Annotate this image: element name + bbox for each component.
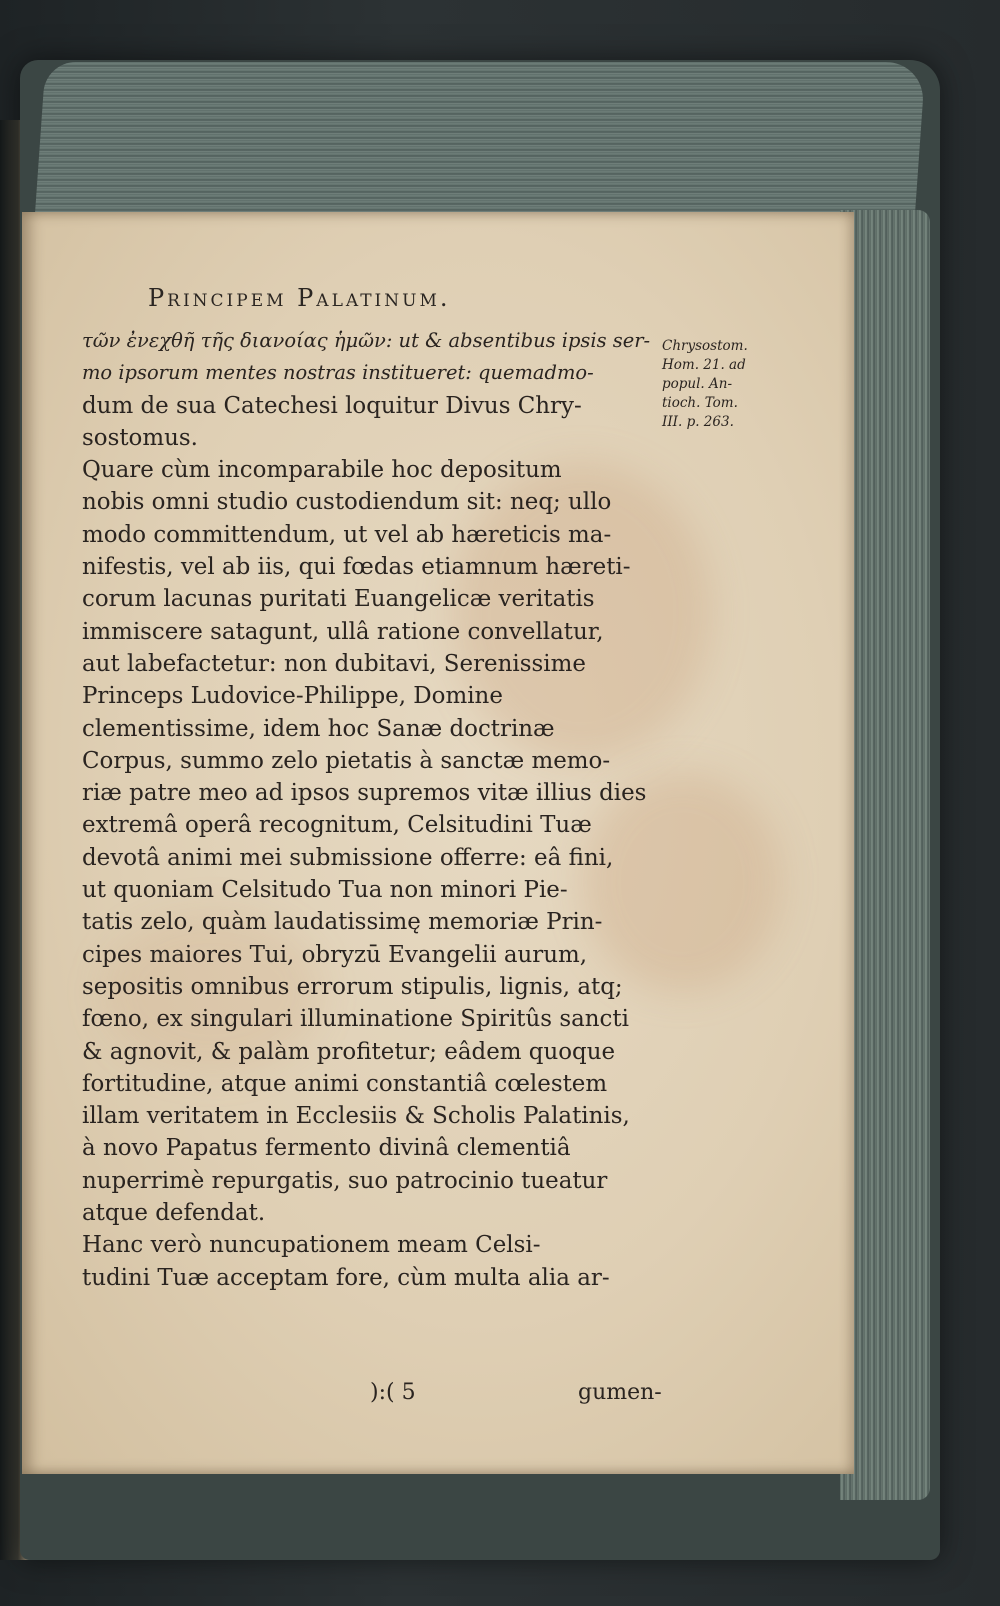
- margin-note-line: Hom. 21. ad: [662, 357, 746, 373]
- text-line: immiscere satagunt, ullâ ratione convellatur,: [82, 618, 604, 645]
- text-line: sepositis omnibus errorum stipulis, lignis, atq;: [82, 973, 623, 1000]
- margin-note-line: popul. An-: [662, 376, 733, 392]
- text-line: dum de sua Catechesi loquitur Divus Chry-: [82, 392, 582, 419]
- text-line: nuperrimè repurgatis, suo patrocinio tueatur: [82, 1167, 608, 1194]
- text-line: tatis zelo, quàm laudatissimę memoriæ Prin-: [82, 909, 603, 936]
- text-line: corum lacunas puritati Euangelicæ veritatis: [82, 586, 595, 613]
- text-line: riæ patre meo ad ipsos supremos vitæ illius dies: [82, 780, 647, 807]
- text-line: τῶν ἐνεχθῆ τῆς διανοίας ἡμῶν: ut & absentibus ipsis ser-: [82, 329, 651, 352]
- text-line: Hanc verò nuncupationem meam Celsi-: [82, 1232, 541, 1259]
- text-line: mo ipsorum mentes nostras institueret: quemadmo-: [82, 361, 594, 385]
- text-line: Corpus, summo zelo pietatis à sanctæ memo-: [82, 747, 611, 774]
- book-top-edge: [34, 62, 925, 222]
- margin-note-line: III. p. 263.: [662, 414, 734, 430]
- text-line: clementissime, idem hoc Sanæ doctrinæ: [82, 715, 555, 742]
- text-line: atque defendat.: [82, 1200, 266, 1227]
- page-body-text: [82, 325, 662, 1294]
- text-line: sostomus.: [82, 424, 198, 451]
- text-line: Princeps Ludovice-Philippe, Domine: [82, 683, 503, 710]
- text-line: extremâ operâ recognitum, Celsitudini Tuæ: [82, 812, 592, 839]
- text-line: cipes maiores Tui, obryzū Evangelii aurum,: [82, 941, 588, 968]
- text-line: ut quoniam Celsitudo Tua non minori Pie-: [82, 877, 568, 904]
- text-line: fortitudine, atque animi constantiâ cœlestem: [82, 1070, 608, 1097]
- text-line: tudini Tuæ acceptam fore, cùm multa alia ar-: [82, 1264, 610, 1291]
- text-line: devotâ animi mei submissione offerre: eâ fini,: [82, 844, 614, 871]
- text-line: nifestis, vel ab iis, qui fœdas etiamnum hæreti-: [82, 554, 631, 581]
- running-head: Principem Palatinum.: [148, 284, 451, 312]
- text-line: fœno, ex singulari illuminatione Spiritûs sancti: [82, 1006, 629, 1033]
- text-line: aut labefactetur: non dubitavi, Serenissime: [82, 650, 586, 677]
- text-line: illam veritatem in Ecclesiis & Scholis Palatinis,: [82, 1103, 630, 1130]
- margin-note: [662, 337, 762, 432]
- margin-note-line: Chrysostom.: [662, 338, 748, 354]
- catchword: gumen-: [578, 1380, 662, 1405]
- text-line: Quare cùm incomparabile hoc depositum: [82, 457, 562, 484]
- signature-mark: ):( 5: [370, 1380, 416, 1405]
- text-line: à novo Papatus fermento divinâ clementiâ: [82, 1135, 571, 1162]
- text-line: nobis omni studio custodiendum sit: neq; ullo: [82, 489, 612, 516]
- margin-note-line: tioch. Tom.: [662, 395, 738, 411]
- text-line: & agnovit, & palàm profitetur; eâdem quoque: [82, 1038, 616, 1065]
- text-line: modo committendum, ut vel ab hæreticis ma-: [82, 521, 612, 548]
